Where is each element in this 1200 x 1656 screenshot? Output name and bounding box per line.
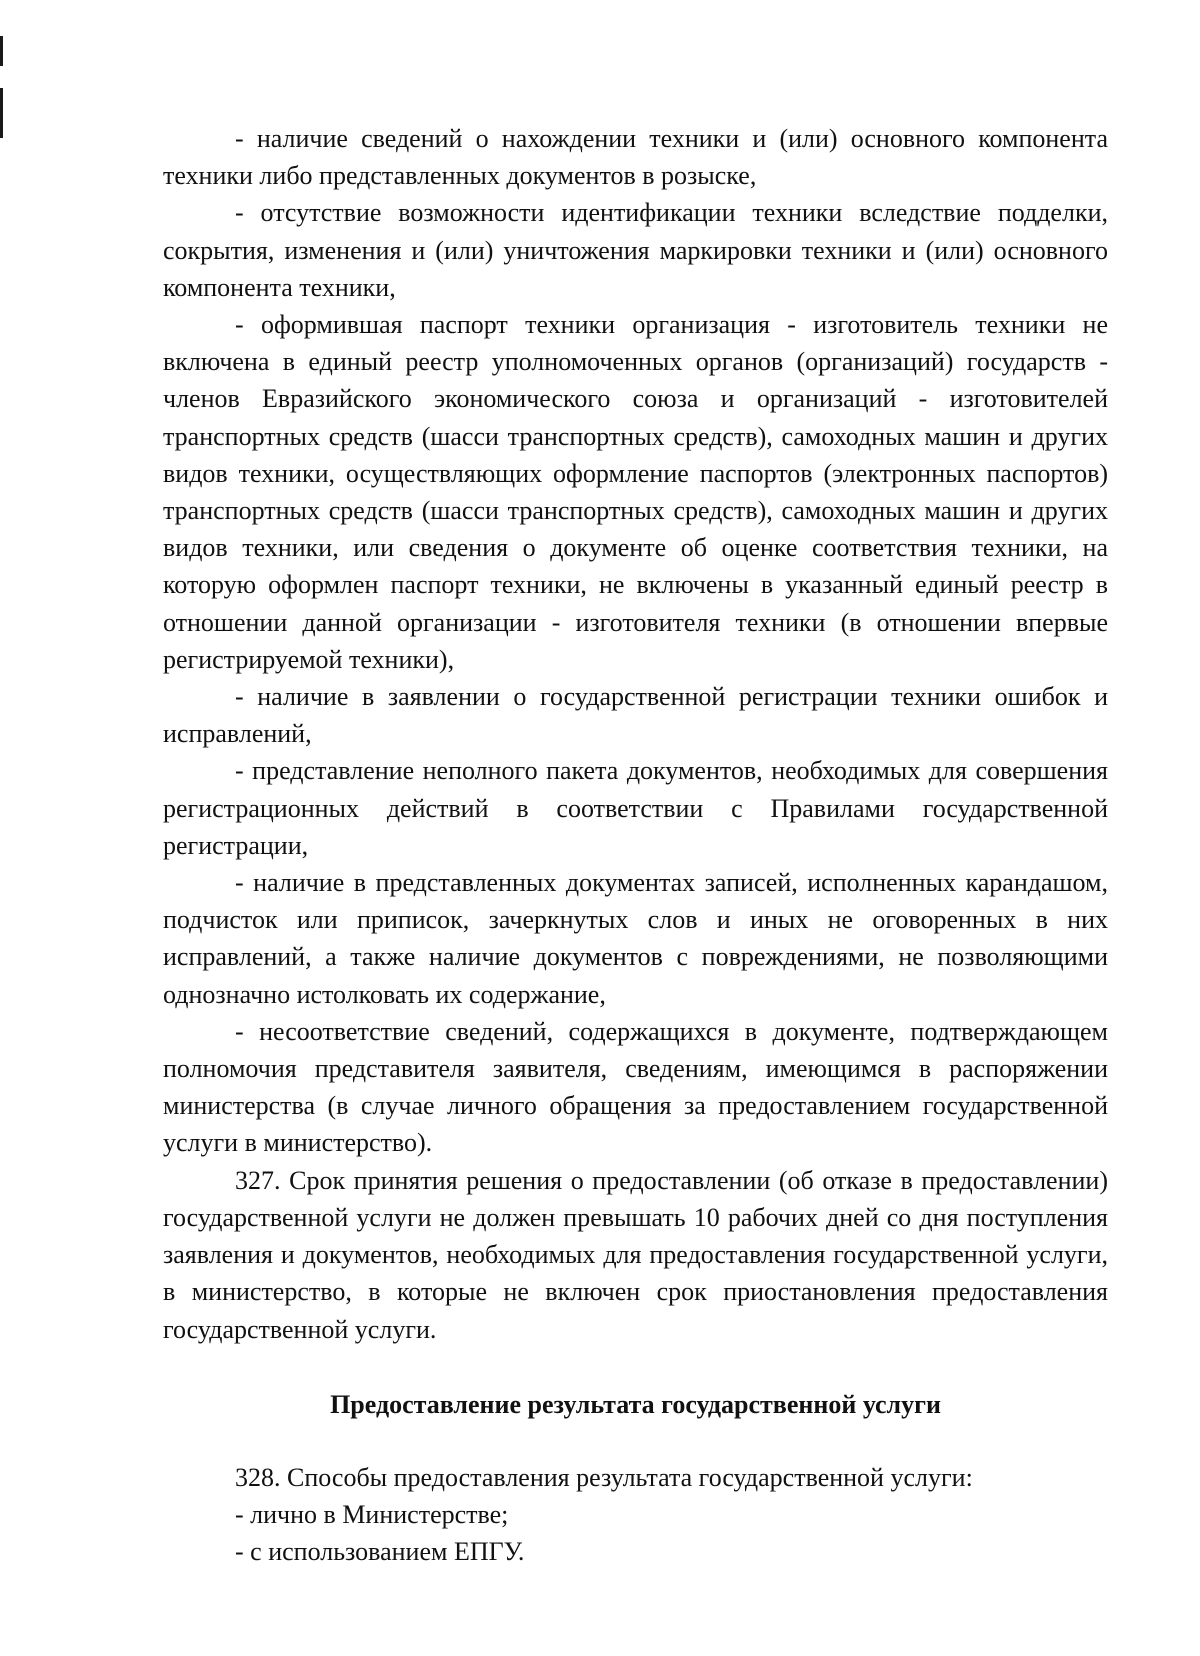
paragraph-328-methods: 328. Способы предоставления результата государственной услуги: (235, 1462, 973, 1492)
paragraph-application-errors: - наличие в заявлении о государственной регистрации техники ошибок и исправлений, (163, 682, 1108, 749)
section-heading: Предоставление результата государственной услуги (330, 1389, 941, 1419)
paragraph-registry: - оформившая паспорт техники организация - изготовитель техники не включена в единый реестр уполномоченных органов (организаций) государств - членов Евразийского экономического союза и организаций - изготовителей транспортных средств (шасси транспортных средств), самоходных машин и других видов техники, осуществляющих оформление паспортов (электронных паспортов) транспортных средств (шасси транспортных средств), самоходных машин и других видов техники, или сведения о документе об оценке соответствия техники, на которую оформлен паспорт техники, не включены в указанный единый реестр в отношении данной организации - изготовителя техники (в отношении впервые регистрируемой техники), (163, 310, 1108, 674)
paragraph-327-decision-term: 327. Срок принятия решения о предоставлении (об отказе в предоставлении) государственной услуги не должен превышать 10 рабочих дней со дня поступления заявления и документов, необходимых для предоставления государственной услуги, в министерство, в которые не включен срок приостановления предоставления государственной услуги. (163, 1165, 1108, 1344)
list-item-in-person: - лично в Министерстве; (235, 1500, 509, 1530)
paragraph-pencil-records: - наличие в представленных документах записей, исполненных карандашом, подчисток или приписок, зачеркнутых слов и иных не оговоренных в них исправлений, а также наличие документов с повреждениями, не позволяющими однозначно истолковать их содержание, (163, 868, 1108, 1009)
scan-edge-mark (0, 88, 3, 138)
document-body (163, 120, 1108, 1571)
paragraph-identification: - отсутствие возможности идентификации техники вследствие подделки, сокрытия, изменения и (или) уничтожения маркировки техники и (или) основного компонента техники, (163, 198, 1108, 302)
list-item-epgu: - с использованием ЕПГУ. (235, 1537, 525, 1567)
paragraph-authority-mismatch: - несоответствие сведений, содержащихся в документе, подтверждающем полномочия представителя заявителя, сведениям, имеющимся в распоряжении министерства (в случае личного обращения за предоставлением государственной услуги в министерство). (163, 1016, 1108, 1158)
paragraph-wanted-search: - наличие сведений о нахождении техники и (или) основного компонента техники либо представленных документов в розыске, (163, 124, 1108, 191)
paragraph-incomplete-package: - представление неполного пакета документов, необходимых для совершения регистрационных действий в соответствии с Правилами государственной регистрации, (163, 756, 1108, 860)
scan-edge-mark (0, 36, 3, 66)
